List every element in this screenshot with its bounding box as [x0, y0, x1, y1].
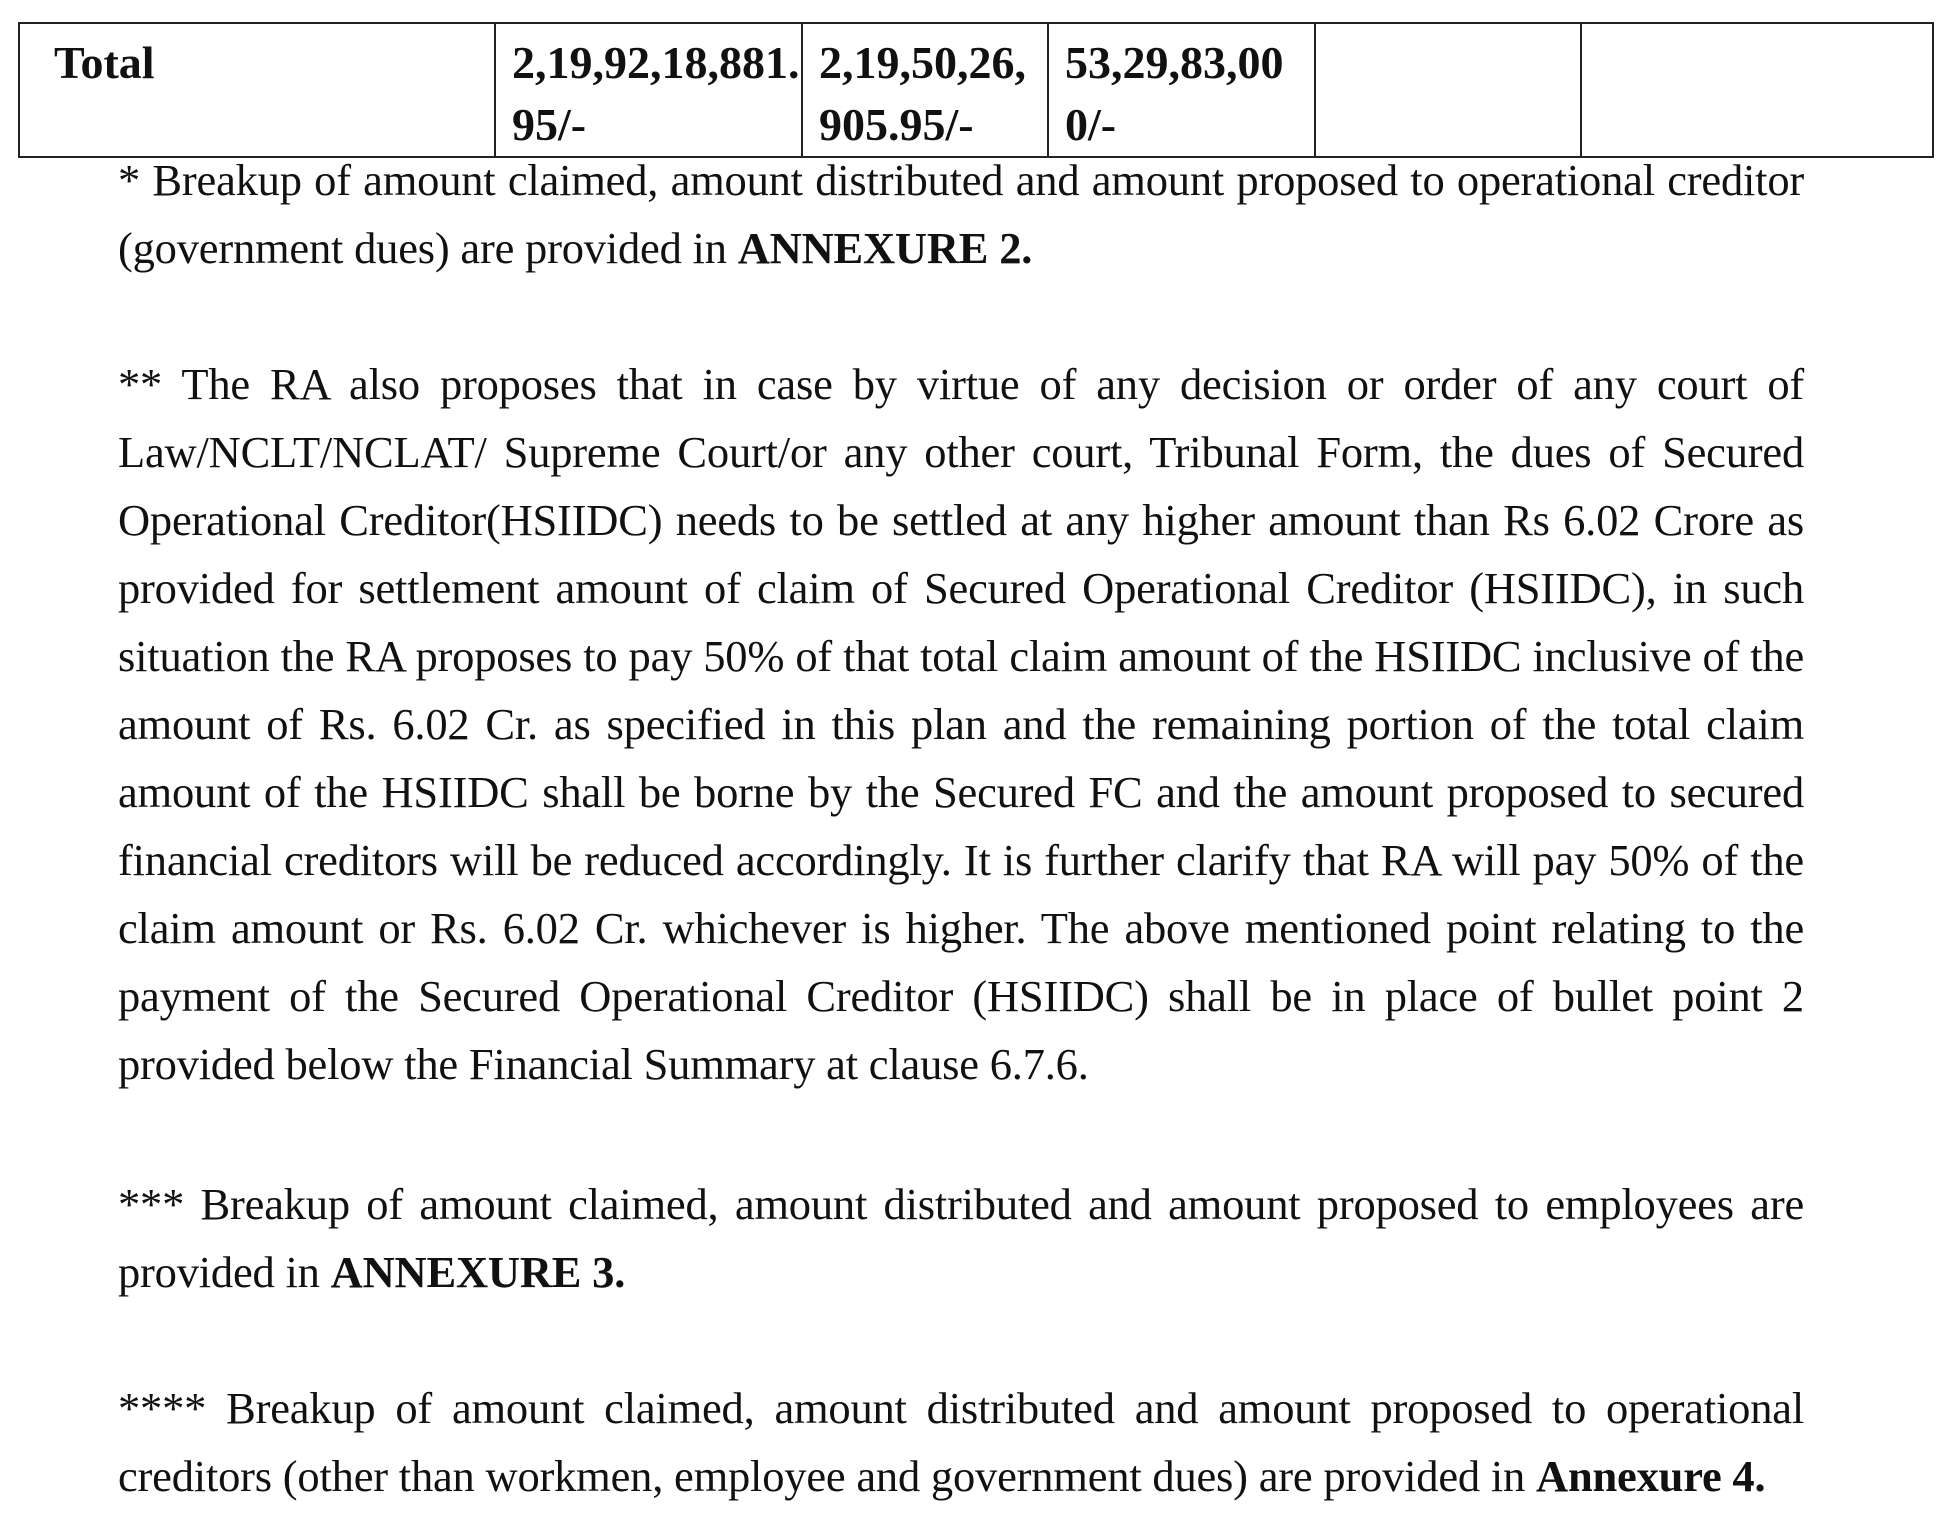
annexure-reference: Annexure 4. — [1536, 1451, 1766, 1501]
total-amount-claimed-cell: 2,19,92,18,881.95/- — [495, 23, 802, 157]
note-paragraph — [118, 350, 1804, 1098]
note-text: **** Breakup of amount claimed, amount distributed and amount proposed to operational creditors (other than workmen, employee and government dues) are provided in — [118, 1383, 1804, 1501]
total-empty-cell-6 — [1581, 23, 1933, 157]
total-amount-proposed-cell: 53,29,83,000/- — [1048, 23, 1315, 157]
note-employees — [118, 1170, 1804, 1306]
total-label-cell: Total — [19, 23, 495, 157]
note-text: *** Breakup of amount claimed, amount distributed and amount proposed to employees are provided in — [118, 1179, 1804, 1297]
total-amount-distributed-cell: 2,19,50,26,905.95/- — [802, 23, 1048, 157]
note-text: * Breakup of amount claimed, amount distributed and amount proposed to operational creditor (government dues) are provided in — [118, 155, 1804, 273]
note-paragraph — [118, 146, 1804, 282]
total-table — [18, 22, 1934, 158]
note-paragraph — [118, 1170, 1804, 1306]
annexure-reference: ANNEXURE 2. — [737, 223, 1033, 273]
table-row-total — [19, 23, 1933, 157]
note-text: ** The RA also proposes that in case by virtue of any decision or order of any court of Law/NCLT/NCLAT/ Supreme Court/or any other court, Tribunal Form, the dues of Secured Operational Creditor(HSIIDC) needs to be settled at any higher amount than Rs 6.02 Crore as provided for settlement amount of claim of Secured Operational Creditor (HSIIDC), in such situation the RA proposes to pay 50% of that total claim amount of the HSIIDC inclusive of the amount of Rs. 6.02 Cr. as specified in this plan and the remaining portion of the total claim amount of the HSIIDC shall be borne by the Secured FC and the amount proposed to secured financial creditors will be reduced accordingly. It is further clarify that RA will pay 50% of the claim amount or Rs. 6.02 Cr. whichever is higher. The above mentioned point relating to the payment of the Secured Operational Creditor (HSIIDC) shall be in place of bullet point 2 provided below the Financial Summary at clause 6.7.6. — [118, 359, 1804, 1089]
note-government-dues — [118, 146, 1804, 282]
total-empty-cell-5 — [1315, 23, 1581, 157]
note-paragraph — [118, 1374, 1804, 1510]
note-operational-creditors — [118, 1374, 1804, 1510]
note-hsiidc-settlement — [118, 350, 1804, 1098]
annexure-reference: ANNEXURE 3. — [330, 1247, 626, 1297]
